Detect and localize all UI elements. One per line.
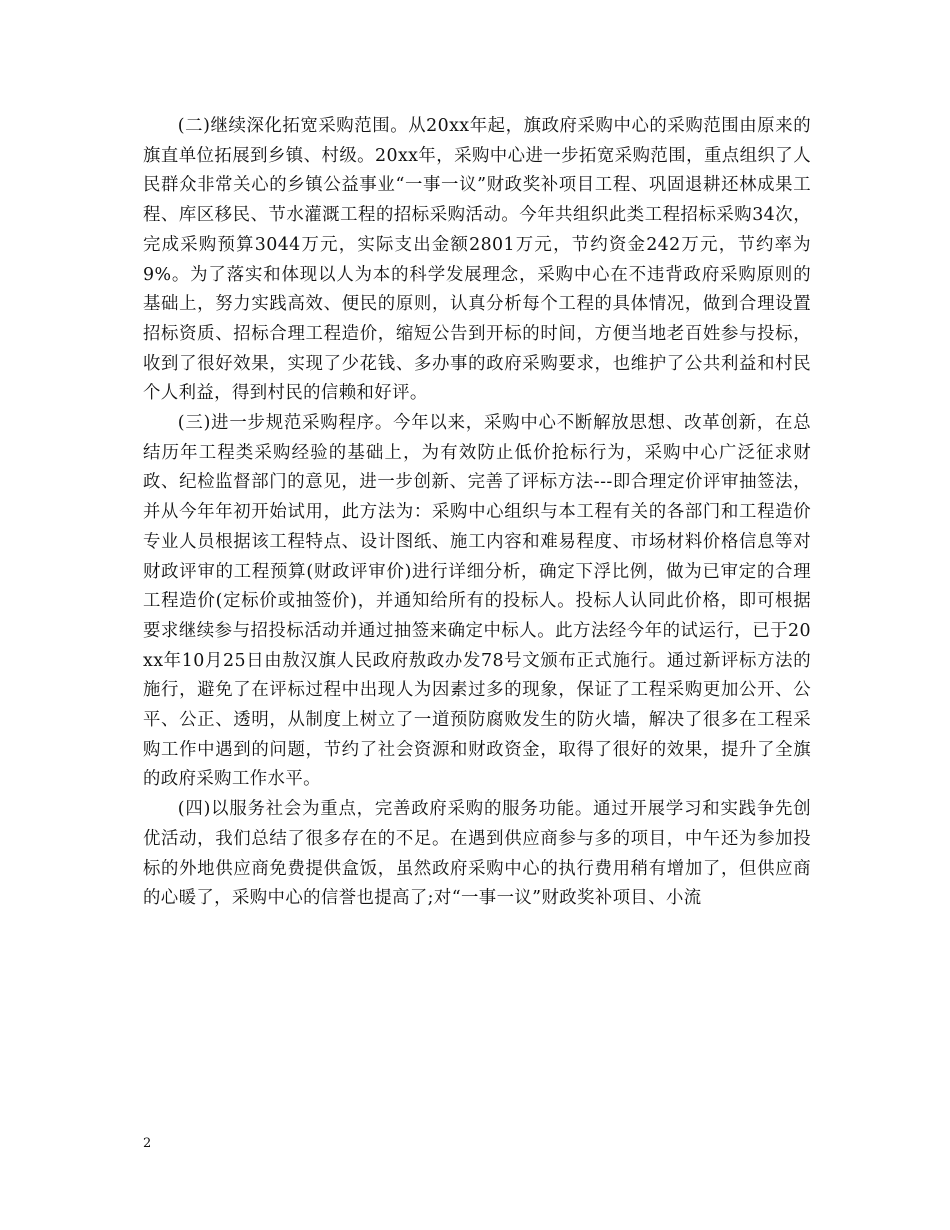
- paragraph-procurement-scope: (二)继续深化拓宽采购范围。从20xx年起，旗政府采购中心的采购范围由原来的旗直单位拓展到乡镇、村级。20xx年，采购中心进一步拓宽采购范围，重点组织了人民群众非常关心的乡镇公益事业“一事一议”财政奖补项目工程、巩固退耕还林成果工程、库区移民、节水灌溉工程的招标采购活动。今年共组织此类工程招标采购34次，完成采购预算3044万元，实际支出金额2801万元，节约资金242万元，节约率为9%。为了落实和体现以人为本的科学发展理念，采购中心在不违背政府采购原则的基础上，努力实践高效、便民的原则，认真分析每个工程的具体情况，做到合理设置招标资质、招标合理工程造价，缩短公告到开标的时间，方便当地老百姓参与投标，收到了很好效果，实现了少花钱、多办事的政府采购要求，也维护了公共利益和村民个人利益，得到村民的信赖和好评。: [143, 116, 811, 404]
- page-number: 2: [143, 1136, 152, 1151]
- document-body: [143, 112, 811, 914]
- paragraph-service-function: (四)以服务社会为重点，完善政府采购的服务功能。通过开展学习和实践争先创优活动，我们总结了很多存在的不足。在遇到供应商参与多的项目，中午还为参加投标的外地供应商免费提供盒饭，虽然政府采购中心的执行费用稍有增加了，但供应商的心暖了，采购中心的信誉也提高了;对“一事一议”财政奖补项目、小流: [143, 799, 811, 909]
- paragraph-procurement-procedure: (三)进一步规范采购程序。今年以来，采购中心不断解放思想、改革创新，在总结历年工程类采购经验的基础上，为有效防止低价抢标行为，采购中心广泛征求财政、纪检监督部门的意见，进一步创新、完善了评标方法---即合理定价评审抽签法，并从今年年初开始试用，此方法为：采购中心组织与本工程有关的各部门和工程造价专业人员根据该工程特点、设计图纸、施工内容和难易程度、市场材料价格信息等对财政评审的工程预算(财政评审价)进行详细分析，确定下浮比例，做为已审定的合理工程造价(定标价或抽签价)，并通知给所有的投标人。投标人认同此价格，即可根据要求继续参与招投标活动并通过抽签来确定中标人。此方法经今年的试运行，已于20xx年10月25日由敖汉旗人民政府敖政办发78号文颁布正式施行。通过新评标方法的施行，避免了在评标过程中出现人为因素过多的现象，保证了工程采购更加公开、公平、公正、透明，从制度上树立了一道预防腐败发生的防火墙，解决了很多在工程采购工作中遇到的问题，节约了社会资源和财政资金，取得了很好的效果，提升了全旗的政府采购工作水平。: [143, 413, 811, 790]
